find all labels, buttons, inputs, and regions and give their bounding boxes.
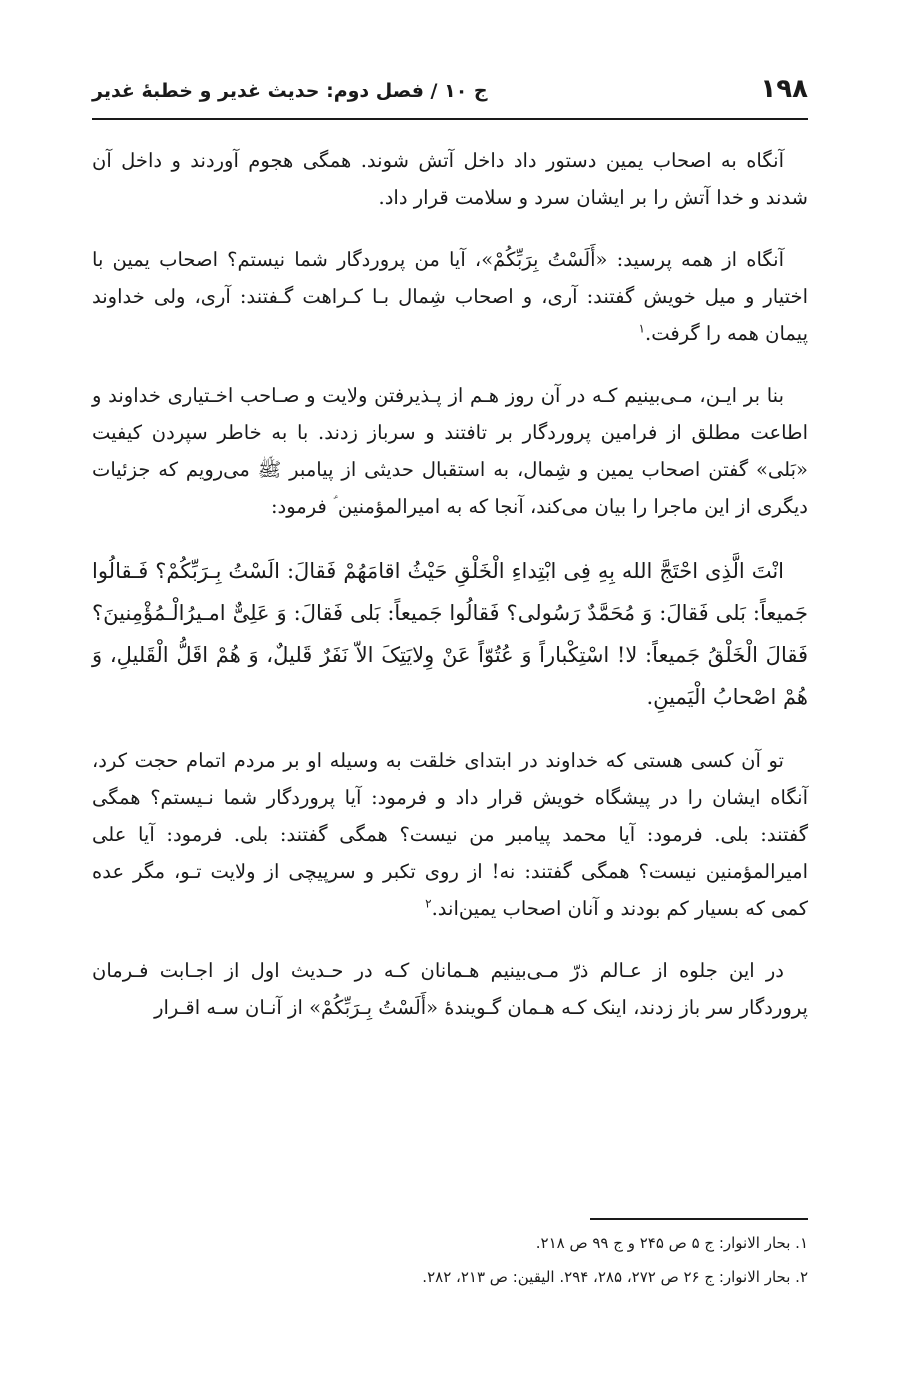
page-header xyxy=(92,62,808,120)
book-page xyxy=(92,0,808,1390)
paragraph: در این جلوه از عـالم ذرّ مـی‌بینیم هـمانان کـه در حـدیث اول از اجـابت فـرمان پروردگار سر باز زدند، اینک کـه هـمان گـویندهٔ «أَلَسْتُ بِـرَبِّكُمْ» از آنـان سـه اقـرار xyxy=(92,959,808,1019)
page-number: ۱۹۸ xyxy=(760,74,808,104)
footnote-marker: ۱ xyxy=(638,321,645,336)
body-text xyxy=(92,142,808,1028)
footnote-item: ۱. بحار الانوار: ج ۵ ص ۲۴۵ و ج ۹۹ ص ۲۱۸. xyxy=(535,1234,808,1252)
paragraph: بنا بر ایـن، مـی‌بینیم کـه در آن روز هـم از پـذیرفتن ولایت و صـاحب اخـتیاری خداوند و اطاعت مطلق از فرامین پروردگار بر تافتند و سرباز زدند. با به خاطر سپردن کیفیت «بَلی» گفتن اصحاب یمین و شِمال، به استقبال حدیثی از پیامبر ﷺ می‌رویم که جزئیات دیگری از این ماجرا را بیان می‌کند، آنجا که به امیرالمؤمنین ؑ فرمود: xyxy=(92,384,808,518)
running-head: ج ۱۰ / فصل دوم: حدیث غدیر و خطبهٔ غدیر xyxy=(92,80,488,102)
footnote-marker: ۲ xyxy=(425,896,432,911)
paragraph: آنگاه از همه پرسید: «أَلَسْتُ بِرَبِّكُمْ»، آیا من پروردگار شما نیستم؟ اصحاب یمین با اختیار و میل خویش گفتند: آری، و اصحاب شِمال بـا کـراهت گـفتند: آری، ولی خداوند پیمان همه را گرفت.$^۱$ xyxy=(92,248,808,345)
paragraph: تو آن کسی هستی که خداوند در ابتدای خلقت به وسیله او بر مردم اتمام حجت کرد، آنگاه ایشان را در پیشگاه خویش قرار داد و فرمود: آیا پروردگار شما نـیستم؟ همگی گفتند: بلی. فرمود: آیا محمد پیامبر من نیست؟ همگی گفتند: بلی. فرمود: آیا علی امیرالمؤمنین نیست؟ همگی گفتند: نه! از روی تکبر و سرپیچی از ولایت تـو، مگر عده کمی که بسیار کم بودند و آنان اصحاب یمین‌اند.$^۲$ xyxy=(92,749,808,920)
arabic-hadith-quote: انْتَ الَّذِی احْتَجَّ الله بِهِ فِی ابْتِداءِ الْخَلْقِ حَیْثُ اقامَهُمْ فَقالَ: الَسْتُ بِـرَبِّكُمْ؟ فَـقالُوا جَمیعاً: بَلی فَقالَ: وَ مُحَمَّدٌ رَسُولی؟ فَقالُوا جَمیعاً: بَلی فَقالَ: وَ عَلِیٌّ امـیرُالْـمُؤْمِنینَ؟ فَقالَ الْخَلْقُ جَمیعاً: لا! اسْتِكْباراً وَ عُتُوّاً عَنْ وِلایَتِکَ الاّ نَفَرٌ قَلیلٌ، وَ هُمْ اقَلُّ الْقَلیلِ، وَ هُمْ اصْحابُ الْیَمینِ. xyxy=(92,559,808,709)
paragraph: آنگاه به اصحاب یمین دستور داد داخل آتش شوند. همگی هجوم آوردند و داخل آن شدند و خدا آتش را بر ایشان سرد و سلامت قرار داد. xyxy=(92,149,808,209)
footnote-divider xyxy=(590,1218,808,1220)
footnotes xyxy=(92,1232,808,1300)
footnote-item: ۲. بحار الانوار: ج ۲۶ ص ۲۷۲، ۲۸۵، ۲۹۴. الیقین: ص ۲۱۳، ۲۸۲. xyxy=(422,1268,808,1286)
